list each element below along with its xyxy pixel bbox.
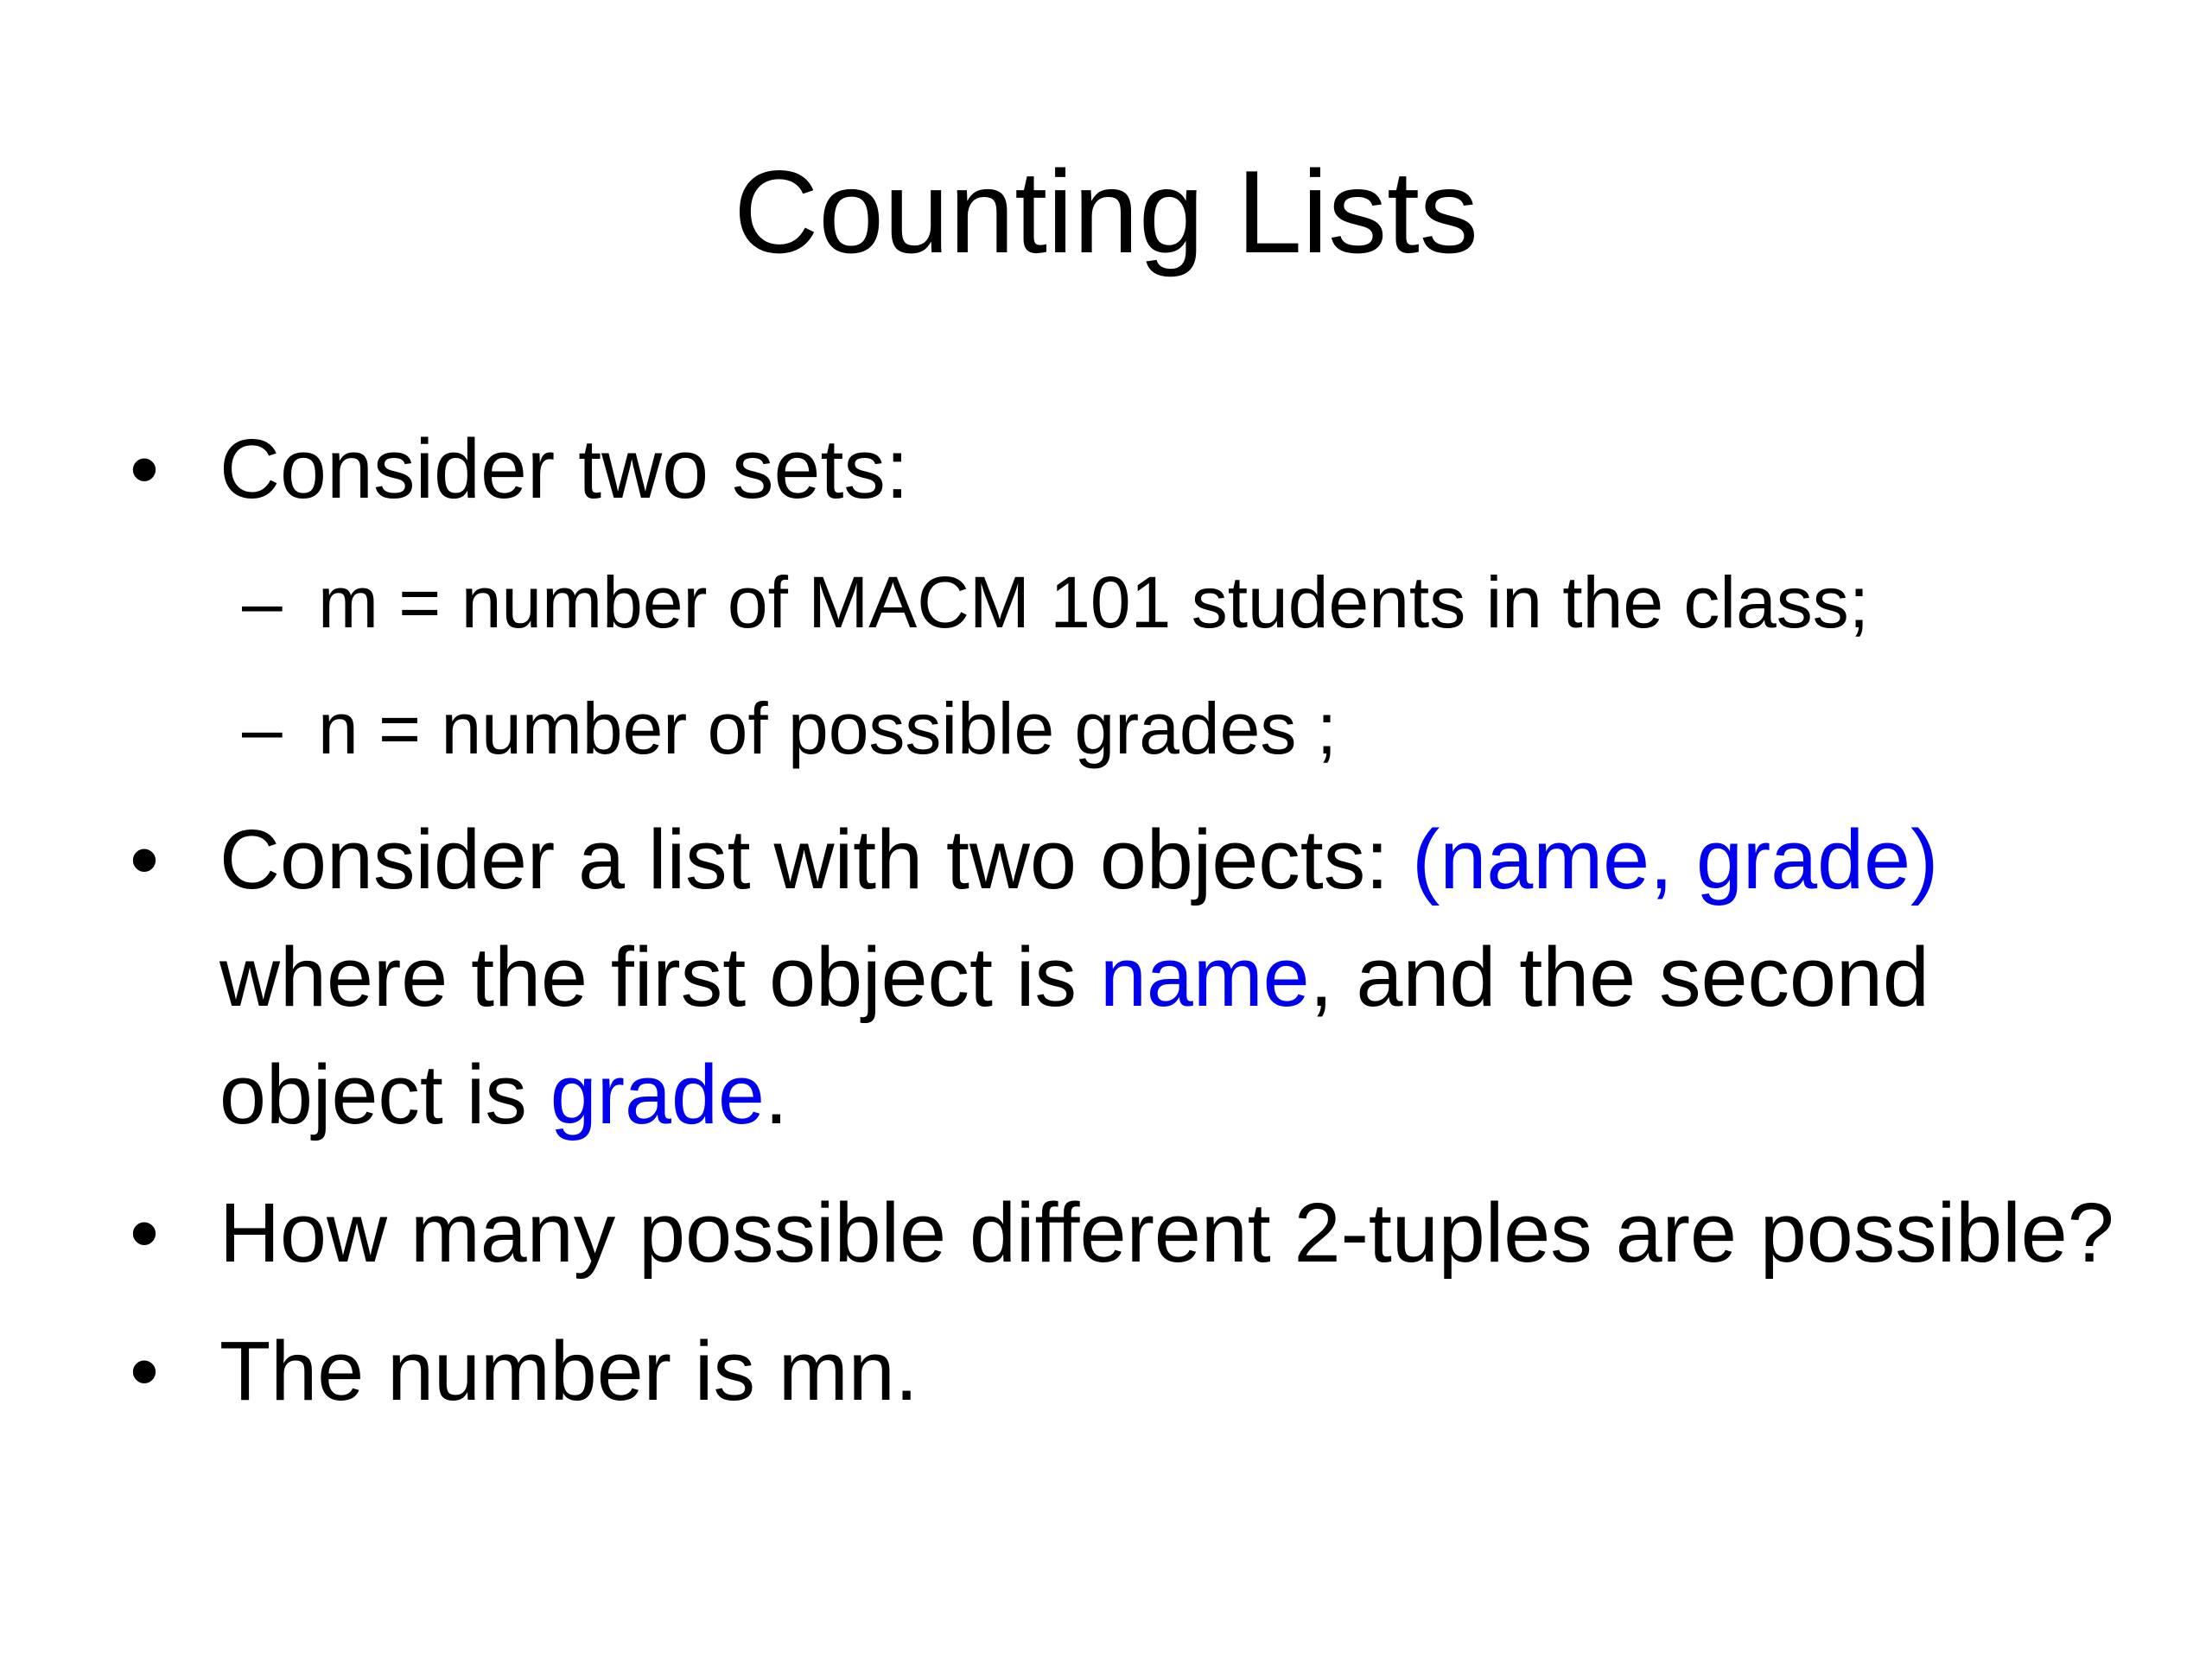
sub-item-text: n = number of possible grades ; bbox=[318, 688, 1338, 769]
bullet-icon: • bbox=[130, 422, 159, 516]
bullet-text-part: where the first object is bbox=[219, 930, 1100, 1024]
bullet-text: Consider two sets: bbox=[219, 422, 909, 516]
highlight-tuple: (name, grade) bbox=[1412, 812, 1939, 906]
bullet-text-part: Consider a list with two objects: bbox=[219, 812, 1413, 906]
bullet-icon: • bbox=[130, 1185, 159, 1280]
highlight-name: name bbox=[1099, 930, 1310, 1024]
bullet-item bbox=[130, 801, 2117, 1154]
slide-title: Counting Lists bbox=[734, 146, 1478, 277]
sub-item bbox=[130, 549, 2117, 656]
bullet-text-part: , and the second object is bbox=[219, 930, 1929, 1141]
dash-icon: – bbox=[242, 562, 283, 643]
highlight-grade: grade bbox=[550, 1047, 765, 1141]
bullet-text-part: . bbox=[764, 1047, 788, 1141]
slide-content bbox=[130, 410, 2117, 1451]
bullet-item bbox=[130, 1313, 2117, 1430]
bullet-icon: • bbox=[130, 1324, 159, 1418]
bullet-icon: • bbox=[130, 812, 159, 906]
bullet-text: How many possible different 2-tuples are possible? bbox=[219, 1185, 2114, 1280]
bullet-item bbox=[130, 1174, 2117, 1292]
sub-item bbox=[130, 675, 2117, 782]
bullet-text: The number is mn. bbox=[219, 1324, 918, 1418]
dash-icon: – bbox=[242, 688, 283, 769]
bullet-item bbox=[130, 410, 2117, 528]
sub-item-text: m = number of MACM 101 students in the class; bbox=[318, 562, 1870, 643]
